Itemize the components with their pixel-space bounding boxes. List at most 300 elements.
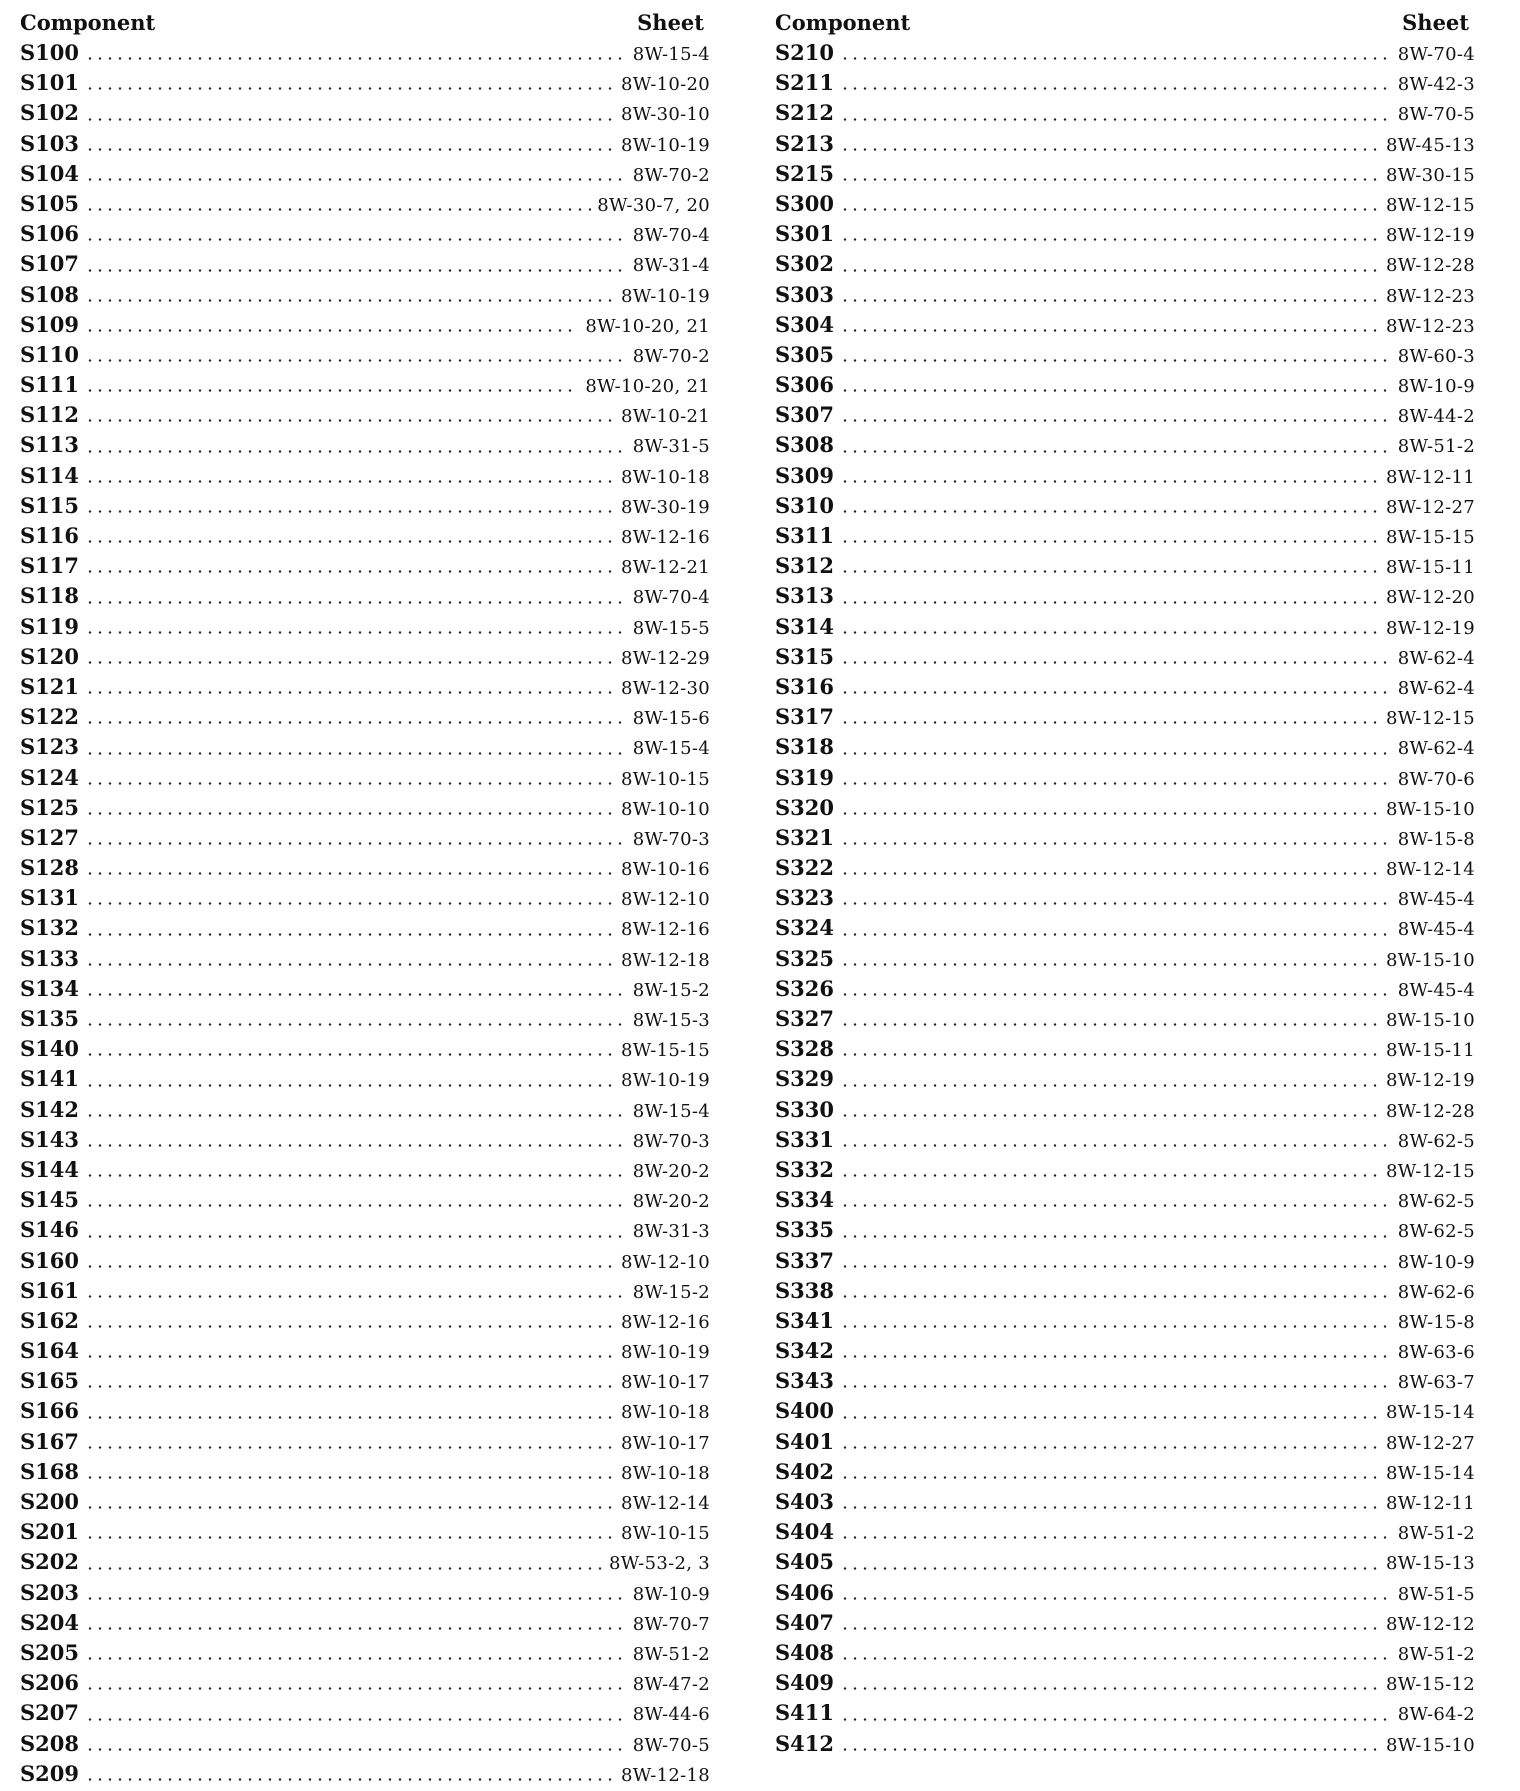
dot-leader [85, 1627, 627, 1630]
component-id: S109 [20, 311, 80, 337]
sheet-ref: 8W-12-30 [620, 677, 710, 699]
sheet-ref: 8W-51-2 [632, 1643, 710, 1665]
component-id: S311 [775, 523, 835, 548]
component-id: S343 [775, 1368, 835, 1394]
sheet-ref: 8W-10-18 [620, 466, 710, 488]
sheet-ref: 8W-10-9 [1397, 376, 1475, 398]
dot-leader [840, 570, 1380, 573]
list-item [20, 1608, 710, 1638]
list-item [20, 581, 710, 611]
sheet-ref: 8W-15-14 [1385, 1462, 1475, 1484]
component-id: S342 [775, 1338, 835, 1364]
sheet-ref: 8W-64-2 [1397, 1704, 1475, 1726]
dot-leader [840, 782, 1392, 785]
dot-leader [85, 1687, 627, 1690]
dot-leader [85, 208, 591, 211]
dot-leader [840, 812, 1380, 815]
list-item [20, 1457, 710, 1487]
component-id: S409 [775, 1670, 835, 1696]
list-item [20, 340, 710, 370]
component-id: S318 [775, 734, 835, 760]
sheet-ref: 8W-53-2, 3 [608, 1553, 710, 1575]
component-id: S308 [775, 432, 835, 458]
component-id: S212 [775, 100, 835, 126]
sheet-header: Sheet [1402, 10, 1469, 35]
dot-leader [85, 510, 615, 513]
component-id: S307 [775, 402, 835, 428]
component-id: S113 [20, 432, 80, 458]
dot-leader [85, 933, 615, 936]
dot-leader [840, 1416, 1380, 1419]
component-id: S124 [20, 764, 80, 790]
component-id: S412 [775, 1730, 835, 1756]
dot-leader [840, 1084, 1380, 1087]
dot-leader [840, 1295, 1392, 1298]
dot-leader [85, 1476, 615, 1479]
sheet-ref: 8W-15-11 [1385, 1040, 1475, 1062]
sheet-ref: 8W-12-19 [1385, 225, 1475, 247]
component-id: S127 [20, 824, 80, 850]
component-id: S401 [775, 1428, 835, 1454]
list-item [775, 793, 1475, 823]
list-item [775, 461, 1475, 491]
sheet-ref: 8W-12-23 [1385, 315, 1475, 337]
component-id: S402 [775, 1458, 835, 1484]
dot-leader [840, 872, 1380, 875]
sheet-ref: 8W-10-15 [620, 768, 710, 790]
component-id: S314 [775, 613, 835, 639]
list-item [20, 1517, 710, 1547]
component-id: S146 [20, 1217, 80, 1243]
list-item [20, 1004, 710, 1034]
dot-leader [840, 1355, 1392, 1358]
sheet-ref: 8W-12-21 [620, 557, 710, 579]
component-id: S123 [20, 734, 80, 760]
dot-leader [840, 118, 1392, 121]
left-column [20, 8, 710, 1789]
dot-leader [85, 329, 579, 332]
component-id: S213 [775, 130, 835, 156]
list-item [775, 732, 1475, 762]
dot-leader [85, 1235, 627, 1238]
dot-leader [840, 1204, 1392, 1207]
component-id: S131 [20, 885, 80, 911]
dot-leader [840, 208, 1380, 211]
dot-leader [85, 631, 627, 634]
dot-leader [840, 1446, 1380, 1449]
component-id: S319 [775, 764, 835, 790]
sheet-ref: 8W-12-11 [1385, 466, 1475, 488]
component-id: S201 [20, 1519, 80, 1545]
list-item [20, 853, 710, 883]
component-id: S208 [20, 1730, 80, 1756]
component-id: S168 [20, 1458, 80, 1484]
list-item [775, 1155, 1475, 1185]
list-item [20, 1396, 710, 1426]
sheet-ref: 8W-12-10 [620, 1251, 710, 1273]
sheet-ref: 8W-10-17 [620, 1432, 710, 1454]
dot-leader [85, 118, 615, 121]
list-item [20, 98, 710, 128]
list-item [20, 219, 710, 249]
list-item [20, 732, 710, 762]
sheet-ref: 8W-70-5 [632, 1734, 710, 1756]
component-id: S338 [775, 1277, 835, 1303]
sheet-ref: 8W-15-13 [1385, 1553, 1475, 1575]
sheet-ref: 8W-12-20 [1385, 587, 1475, 609]
component-id: S143 [20, 1126, 80, 1152]
component-id: S122 [20, 704, 80, 730]
dot-leader [85, 1748, 627, 1751]
list-item [775, 249, 1475, 279]
list-item [775, 1608, 1475, 1638]
component-id: S331 [775, 1126, 835, 1152]
dot-leader [85, 269, 627, 272]
dot-leader [840, 1476, 1380, 1479]
component-id: S116 [20, 523, 80, 548]
component-id: S341 [775, 1307, 835, 1333]
sheet-ref: 8W-62-4 [1397, 738, 1475, 760]
sheet-ref: 8W-12-16 [620, 919, 710, 941]
list-item [20, 1427, 710, 1457]
dot-leader [840, 691, 1392, 694]
list-item [775, 370, 1475, 400]
component-id: S403 [775, 1489, 835, 1514]
dot-leader [840, 480, 1380, 483]
dot-leader [85, 1718, 627, 1721]
component-id: S140 [20, 1036, 80, 1062]
dot-leader [840, 299, 1380, 302]
sheet-ref: 8W-10-10 [620, 798, 710, 820]
dot-leader [85, 178, 627, 181]
list-item [20, 491, 710, 521]
component-id: S209 [20, 1760, 80, 1786]
component-id: S300 [775, 190, 835, 216]
dot-leader [840, 1506, 1380, 1509]
component-id: S335 [775, 1217, 835, 1243]
list-item [775, 1396, 1475, 1426]
list-item [20, 1729, 710, 1759]
list-item [775, 1517, 1475, 1547]
dot-leader [85, 1204, 627, 1207]
list-item [20, 1638, 710, 1668]
component-id: S328 [775, 1036, 835, 1062]
sheet-ref: 8W-45-13 [1385, 134, 1475, 156]
dot-leader [840, 450, 1392, 453]
dot-leader [840, 1567, 1380, 1570]
component-header: Component [20, 10, 156, 35]
sheet-ref: 8W-15-10 [1385, 1734, 1475, 1756]
component-id: S306 [775, 372, 835, 398]
component-id: S411 [775, 1700, 835, 1726]
component-id: S118 [20, 583, 80, 609]
component-id: S111 [20, 372, 80, 398]
dot-leader [85, 721, 627, 724]
list-item [775, 1547, 1475, 1577]
dot-leader [85, 963, 615, 966]
sheet-ref: 8W-15-10 [1385, 949, 1475, 971]
dot-leader [85, 389, 579, 392]
component-id: S312 [775, 553, 835, 579]
list-item [20, 461, 710, 491]
list-item [775, 702, 1475, 732]
list-item [775, 853, 1475, 883]
list-item [775, 1578, 1475, 1608]
sheet-ref: 8W-12-27 [1385, 1432, 1475, 1454]
component-id: S115 [20, 492, 80, 518]
list-item [775, 1487, 1475, 1517]
dot-leader [840, 87, 1392, 90]
dot-leader [85, 87, 615, 90]
component-id: S322 [775, 855, 835, 881]
list-item [775, 310, 1475, 340]
sheet-ref: 8W-62-5 [1397, 1221, 1475, 1243]
dot-leader [840, 661, 1392, 664]
dot-leader [840, 1718, 1392, 1721]
dot-leader [85, 570, 615, 573]
sheet-ref: 8W-70-7 [632, 1613, 710, 1635]
sheet-ref: 8W-20-2 [632, 1160, 710, 1182]
list-item [775, 1638, 1475, 1668]
sheet-ref: 8W-10-9 [632, 1583, 710, 1605]
dot-leader [85, 1295, 627, 1298]
sheet-ref: 8W-10-19 [620, 285, 710, 307]
dot-leader [85, 1144, 627, 1147]
dot-leader [85, 540, 615, 543]
list-item [20, 763, 710, 793]
list-item [775, 1246, 1475, 1276]
sheet-ref: 8W-70-2 [632, 345, 710, 367]
sheet-ref: 8W-42-3 [1397, 74, 1475, 96]
dot-leader [840, 1687, 1380, 1690]
list-item [775, 38, 1475, 68]
dot-leader [840, 1597, 1392, 1600]
list-item [775, 189, 1475, 219]
dot-leader [85, 812, 615, 815]
sheet-ref: 8W-12-18 [620, 949, 710, 971]
list-item [775, 340, 1475, 370]
list-item [20, 1125, 710, 1155]
dot-leader [85, 1536, 615, 1539]
sheet-ref: 8W-10-18 [620, 1462, 710, 1484]
dot-leader [840, 993, 1392, 996]
sheet-ref: 8W-12-18 [620, 1764, 710, 1786]
dot-leader [85, 1597, 627, 1600]
component-id: S133 [20, 945, 80, 971]
list-item [775, 1668, 1475, 1698]
sheet-ref: 8W-12-19 [1385, 617, 1475, 639]
list-item [20, 370, 710, 400]
list-item [20, 521, 710, 551]
list-item [20, 310, 710, 340]
list-item [20, 1034, 710, 1064]
sheet-ref: 8W-15-4 [632, 738, 710, 760]
dot-leader [85, 1325, 615, 1328]
dot-leader [85, 1053, 615, 1056]
dot-leader [85, 1084, 615, 1087]
sheet-ref: 8W-60-3 [1397, 345, 1475, 367]
sheet-ref: 8W-31-4 [632, 255, 710, 277]
list-item [775, 883, 1475, 913]
sheet-ref: 8W-31-3 [632, 1221, 710, 1243]
sheet-ref: 8W-51-2 [1397, 436, 1475, 458]
component-id: S330 [775, 1096, 835, 1122]
dot-leader [85, 1778, 615, 1781]
sheet-ref: 8W-70-3 [632, 828, 710, 850]
list-item [775, 159, 1475, 189]
dot-leader [85, 1265, 615, 1268]
dot-leader [85, 148, 615, 151]
component-id: S107 [20, 251, 80, 277]
component-id: S142 [20, 1096, 80, 1122]
list-item [20, 672, 710, 702]
dot-leader [840, 1144, 1392, 1147]
list-item [775, 68, 1475, 98]
component-id: S112 [20, 402, 80, 428]
dot-leader [85, 1114, 627, 1117]
sheet-ref: 8W-15-15 [620, 1040, 710, 1062]
list-item [20, 1698, 710, 1728]
sheet-ref: 8W-12-15 [1385, 708, 1475, 730]
list-item [775, 1215, 1475, 1245]
sheet-ref: 8W-12-29 [620, 647, 710, 669]
list-item [20, 1215, 710, 1245]
left-header [20, 8, 710, 38]
dot-leader [840, 1265, 1392, 1268]
list-item [20, 430, 710, 460]
component-id: S125 [20, 794, 80, 820]
dot-leader [840, 1053, 1380, 1056]
list-item [775, 1698, 1475, 1728]
component-id: S105 [20, 190, 80, 216]
component-id: S305 [775, 341, 835, 367]
list-item [775, 612, 1475, 642]
list-item [775, 1276, 1475, 1306]
list-item [775, 1366, 1475, 1396]
component-id: S405 [775, 1549, 835, 1575]
dot-leader [85, 299, 615, 302]
list-item [20, 551, 710, 581]
component-id: S200 [20, 1489, 80, 1514]
dot-leader [840, 842, 1392, 845]
dot-leader [85, 480, 615, 483]
component-id: S160 [20, 1247, 80, 1273]
sheet-ref: 8W-10-17 [620, 1372, 710, 1394]
dot-leader [840, 1536, 1392, 1539]
list-item [20, 189, 710, 219]
dot-leader [840, 1325, 1392, 1328]
sheet-ref: 8W-63-6 [1397, 1342, 1475, 1364]
list-item [775, 672, 1475, 702]
dot-leader [840, 1235, 1392, 1238]
component-id: S205 [20, 1639, 80, 1665]
list-item [20, 913, 710, 943]
component-id: S108 [20, 281, 80, 307]
sheet-ref: 8W-12-11 [1385, 1493, 1475, 1514]
dot-leader [840, 1385, 1392, 1388]
list-item [20, 1366, 710, 1396]
sheet-ref: 8W-15-8 [1397, 1311, 1475, 1333]
sheet-ref: 8W-15-10 [1385, 1010, 1475, 1031]
list-item [20, 702, 710, 732]
component-id: S301 [775, 221, 835, 247]
dot-leader [85, 1416, 615, 1419]
dot-leader [840, 238, 1380, 241]
list-item [775, 1004, 1475, 1034]
dot-leader [840, 178, 1380, 181]
dot-leader [840, 601, 1380, 604]
sheet-ref: 8W-12-19 [1385, 1070, 1475, 1092]
sheet-ref: 8W-10-19 [620, 134, 710, 156]
component-id: S406 [775, 1579, 835, 1605]
list-item [20, 1668, 710, 1698]
list-item [20, 38, 710, 68]
list-item [20, 1306, 710, 1336]
list-item [775, 1034, 1475, 1064]
sheet-ref: 8W-10-9 [1397, 1251, 1475, 1273]
list-item [20, 1759, 710, 1789]
list-item [20, 1064, 710, 1094]
component-id: S321 [775, 824, 835, 850]
list-item [775, 1185, 1475, 1215]
sheet-ref: 8W-47-2 [632, 1674, 710, 1696]
component-id: S304 [775, 311, 835, 337]
dot-leader [85, 1506, 615, 1509]
list-item [20, 1547, 710, 1577]
list-item [775, 280, 1475, 310]
list-item [775, 642, 1475, 672]
component-id: S325 [775, 945, 835, 971]
dot-leader [840, 57, 1392, 60]
component-id: S167 [20, 1428, 80, 1454]
list-item [775, 1064, 1475, 1094]
component-id: S207 [20, 1700, 80, 1726]
component-id: S404 [775, 1519, 835, 1545]
list-item [775, 1729, 1475, 1759]
list-item [775, 551, 1475, 581]
dot-leader [85, 993, 627, 996]
component-id: S128 [20, 855, 80, 881]
sheet-ref: 8W-12-15 [1385, 1160, 1475, 1182]
list-item [20, 642, 710, 672]
sheet-ref: 8W-15-6 [632, 708, 710, 730]
sheet-ref: 8W-10-21 [620, 406, 710, 428]
component-id: S202 [20, 1549, 80, 1575]
list-item [775, 1427, 1475, 1457]
component-id: S106 [20, 221, 80, 247]
sheet-ref: 8W-51-2 [1397, 1523, 1475, 1545]
sheet-ref: 8W-30-10 [620, 104, 710, 126]
dot-leader [840, 752, 1392, 755]
list-item [775, 581, 1475, 611]
sheet-ref: 8W-70-2 [632, 164, 710, 186]
component-id: S104 [20, 160, 80, 186]
dot-leader [85, 1385, 615, 1388]
sheet-ref: 8W-15-15 [1385, 527, 1475, 548]
sheet-ref: 8W-10-18 [620, 1402, 710, 1424]
dot-leader [840, 1748, 1380, 1751]
sheet-ref: 8W-10-19 [620, 1342, 710, 1364]
dot-leader [840, 389, 1392, 392]
sheet-ref: 8W-10-20 [620, 74, 710, 96]
list-item [20, 400, 710, 430]
list-item [775, 974, 1475, 1004]
sheet-ref: 8W-62-4 [1397, 647, 1475, 669]
sheet-ref: 8W-10-19 [620, 1070, 710, 1092]
sheet-ref: 8W-62-6 [1397, 1281, 1475, 1303]
dot-leader [85, 902, 615, 905]
sheet-ref: 8W-10-20, 21 [585, 376, 710, 398]
